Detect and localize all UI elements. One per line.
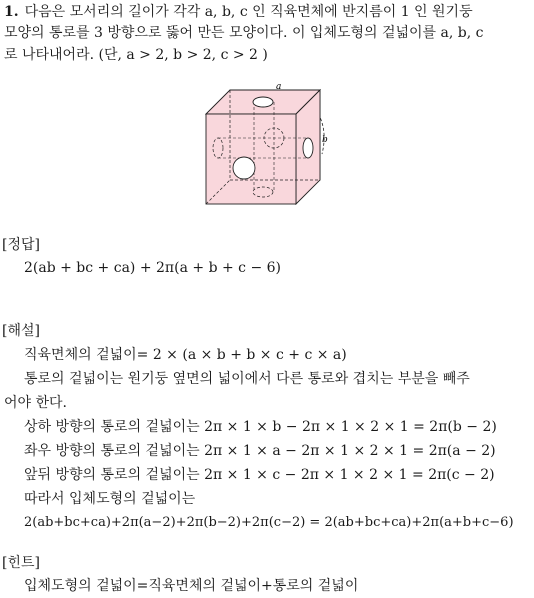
answer-header: [정답] bbox=[2, 237, 40, 253]
hint-text: 입체도형의 겉넓이=직육면체의 겉넓이+통로의 겉넓이 bbox=[24, 578, 359, 594]
solution-line: 2(ab+bc+ca)+2π(a−2)+2π(b−2)+2π(c−2) = 2(ab+bc+ca)+2π(a+b+c−6) bbox=[24, 515, 514, 530]
solution-line: 직육면체의 겉넓이= 2 × (a × b + b × c + c × a) bbox=[24, 347, 347, 363]
label-b: b bbox=[322, 135, 328, 145]
solution-line: 따라서 입체도형의 겉넓이는 bbox=[24, 491, 196, 507]
answer-value: 2(ab + bc + ca) + 2π(a + b + c − 6) bbox=[24, 260, 282, 276]
solution-header: [해설] bbox=[2, 323, 40, 339]
label-a: a bbox=[276, 82, 282, 92]
question-number: 1. bbox=[4, 4, 19, 20]
question-text-1: 다음은 모서리의 길이가 각각 a, b, c 인 직육면체에 반지름이 1 인 원기둥 bbox=[24, 4, 473, 20]
cuboid-figure bbox=[196, 82, 330, 208]
solution-line: 통로의 겉넓이는 원기둥 옆면의 넓이에서 다른 통로와 겹치는 부분을 빼주 bbox=[24, 371, 470, 387]
right-hole bbox=[303, 138, 313, 158]
question-line-3: 로 나타내어라. (단, a > 2, b > 2, c > 2 ) bbox=[4, 47, 268, 63]
hint-header: [힌트] bbox=[2, 555, 40, 571]
question-line-1 bbox=[4, 3, 473, 21]
solution-line: 어야 한다. bbox=[4, 395, 67, 411]
question-line-2: 모양의 통로를 3 방향으로 뚫어 만든 모양이다. 이 입체도형의 겉넓이를 a, b, c bbox=[4, 25, 484, 41]
solution-line: 좌우 방향의 통로의 겉넓이는 2π × 1 × a − 2π × 1 × 2 × 1 = 2π(a − 2) bbox=[24, 443, 496, 459]
solution-line: 앞뒤 방향의 통로의 겉넓이는 2π × 1 × c − 2π × 1 × 2 × 1 = 2π(c − 2) bbox=[24, 467, 495, 483]
top-hole bbox=[253, 97, 273, 107]
solution-line: 상하 방향의 통로의 겉넓이는 2π × 1 × b − 2π × 1 × 2 × 1 = 2π(b − 2) bbox=[24, 419, 497, 435]
front-hole bbox=[233, 157, 255, 179]
